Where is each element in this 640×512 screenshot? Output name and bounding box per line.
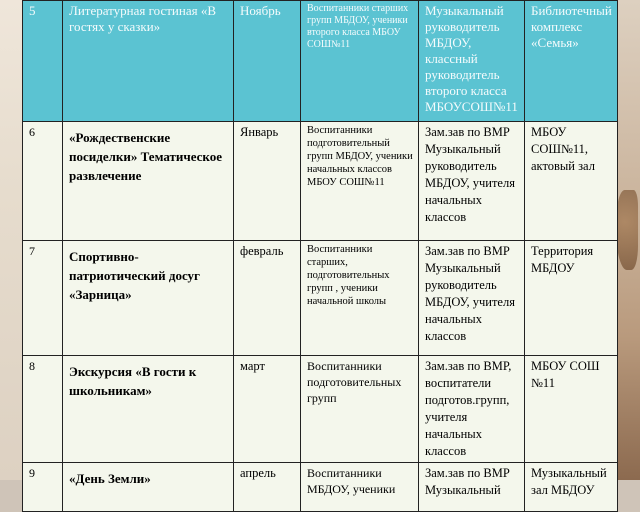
- cell-number: 6: [23, 122, 63, 241]
- cell-event: Спортивно-патриотический досуг «Зарница»: [63, 241, 234, 356]
- cell-month: Январь: [234, 122, 301, 241]
- cell-participants: Воспитанники подготовительный групп МБДОУ, ученики начальных классов МБОУ СОШ№11: [301, 122, 419, 241]
- cell-month: Ноябрь: [234, 1, 301, 122]
- cell-event: «Рождественские посиделки» Тематическое развлечение: [63, 122, 234, 241]
- cell-place: МБОУ СОШ№11, актовый зал: [525, 122, 618, 241]
- cell-event: Литературная гостиная «В гостях у сказки»: [63, 1, 234, 122]
- cell-responsible: Зам.зав по ВМР Музыкальный: [419, 463, 525, 512]
- cell-number: 5: [23, 1, 63, 122]
- cell-responsible: Музыкальный руководитель МБДОУ, классный руководитель второго класса МБОУСОШ№11: [419, 1, 525, 122]
- cell-responsible: Зам.зав по ВМР, воспитатели подготов.групп, учителя начальных классов: [419, 356, 525, 463]
- table-row: [23, 241, 618, 356]
- cell-place: МБОУ СОШ №11: [525, 356, 618, 463]
- table-row: [23, 356, 618, 463]
- decorative-ornament: [616, 190, 638, 270]
- cell-place: Библиотечный комплекс «Семья»: [525, 1, 618, 122]
- cell-number: 9: [23, 463, 63, 512]
- cell-participants: Воспитанники старших групп МБДОУ, ученики второго класса МБОУ СОШ№11: [301, 1, 419, 122]
- cell-participants: Воспитанники МБДОУ, ученики: [301, 463, 419, 512]
- cell-participants: Воспитанники старших, подготовительных групп , ученики начальной школы: [301, 241, 419, 356]
- cell-event: Экскурсия «В гости к школьникам»: [63, 356, 234, 463]
- cell-month: февраль: [234, 241, 301, 356]
- table-row: [23, 122, 618, 241]
- cell-responsible: Зам.зав по ВМР Музыкальный руководитель МБДОУ, учителя начальных классов: [419, 122, 525, 241]
- cell-month: март: [234, 356, 301, 463]
- cell-responsible: Зам.зав по ВМР Музыкальный руководитель МБДОУ, учителя начальных классов: [419, 241, 525, 356]
- cell-place: Территория МБДОУ: [525, 241, 618, 356]
- table-row: [23, 1, 618, 122]
- cell-place: Музыкальный зал МБДОУ: [525, 463, 618, 512]
- cell-number: 8: [23, 356, 63, 463]
- events-table: [22, 0, 618, 512]
- cell-month: апрель: [234, 463, 301, 512]
- table-row: [23, 463, 618, 512]
- cell-number: 7: [23, 241, 63, 356]
- cell-event: «День Земли»: [63, 463, 234, 512]
- cell-participants: Воспитанники подготовительных групп: [301, 356, 419, 463]
